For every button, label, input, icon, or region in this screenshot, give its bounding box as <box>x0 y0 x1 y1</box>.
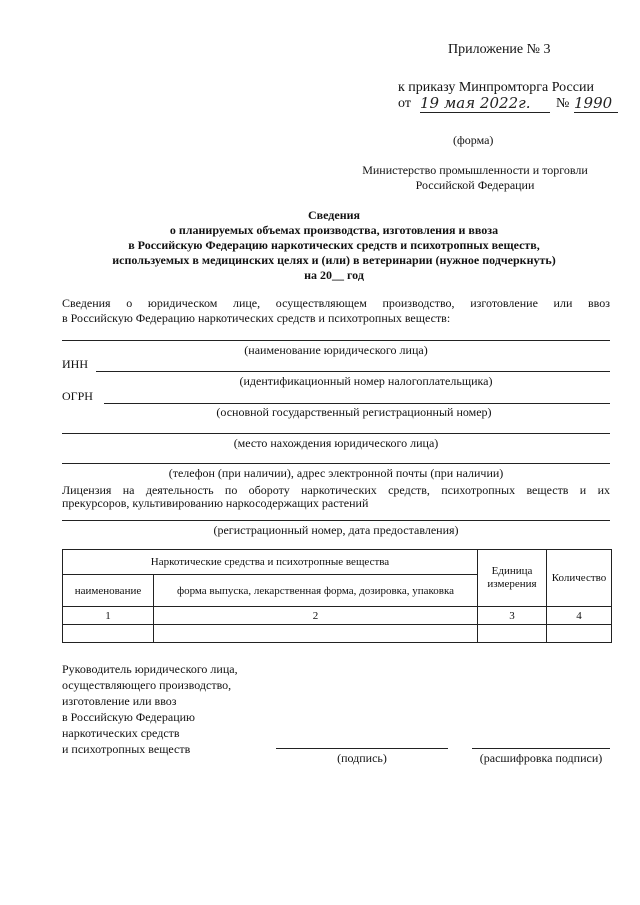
ogrn-label: ОГРН <box>62 389 93 403</box>
legal-name-caption: (наименование юридического лица) <box>244 343 428 357</box>
decode-caption: (расшифровка подписи) <box>479 751 603 765</box>
signer-block <box>62 661 238 757</box>
title-line-1: Сведения <box>307 208 361 222</box>
inn-line[interactable] <box>96 371 610 372</box>
license-caption: (регистрационный номер, дата предоставления) <box>213 523 459 537</box>
title-line-5: на 20__ год <box>304 268 364 282</box>
signer-line-3: изготовление или ввоз <box>62 694 177 708</box>
signer-line-2: осуществляющего производство, <box>62 678 232 692</box>
contacts-caption: (телефон (при наличии), адрес электронной почты (при наличии) <box>168 466 504 480</box>
address-caption: (место нахождения юридического лица) <box>233 436 439 450</box>
intro-line-1: Сведения о юридическом лице, осуществляющем производство, изготовление или ввоз <box>62 296 610 310</box>
intro-paragraph <box>62 296 610 326</box>
form-label: (форма) <box>453 133 494 147</box>
title-line-2: о планируемых объемах производства, изготовления и ввоза <box>169 223 499 237</box>
signature-line[interactable] <box>276 748 448 749</box>
ministry-line-1: Министерство промышленности и торговли <box>362 163 588 177</box>
license-line-2: прекурсоров, культивированию наркосодержащих растений <box>62 496 369 510</box>
appendix-number: Приложение № 3 <box>448 42 551 57</box>
signature-caption: (подпись) <box>337 751 387 765</box>
table-cell: 3 <box>478 607 547 625</box>
intro-line-2: в Российскую Федерацию наркотических средств и психотропных веществ: <box>62 311 451 325</box>
substances-table <box>62 549 612 643</box>
license-paragraph <box>62 484 610 510</box>
document-title <box>60 208 608 283</box>
ogrn-caption: (основной государственный регистрационный номер) <box>216 405 492 419</box>
table-cell[interactable] <box>478 625 547 643</box>
order-reference: к приказу Минпромторга России <box>398 80 594 95</box>
table-cell: 2 <box>154 607 478 625</box>
table-cell[interactable] <box>547 625 612 643</box>
license-line-1: Лицензия на деятельность по обороту наркотических средств, психотропных веществ и их <box>62 483 610 497</box>
title-line-3: в Российскую Федерацию наркотических средств и психотропных веществ, <box>128 238 540 252</box>
address-line[interactable] <box>62 433 610 434</box>
signer-line-4: в Российскую Федерацию <box>62 710 196 724</box>
title-line-4: используемых в медицинских целях и (или) в ветеринарии (нужное подчеркнуть) <box>112 253 556 267</box>
table-cell[interactable] <box>154 625 478 643</box>
handwritten-date: 19 мая 2022г. <box>420 94 550 113</box>
table-row <box>63 607 612 625</box>
table-header-quantity: Количество <box>547 550 612 607</box>
table-group-header: Наркотические средства и психотропные вещества <box>63 550 478 575</box>
ministry-block <box>330 163 620 193</box>
table-header-unit: Единица измерения <box>478 550 547 607</box>
license-line[interactable] <box>62 520 610 521</box>
number-prefix: № <box>556 96 570 111</box>
contacts-line[interactable] <box>62 463 610 464</box>
signer-line-6: и психотропных веществ <box>62 742 191 756</box>
order-date-line <box>398 96 618 116</box>
decode-line[interactable] <box>472 748 610 749</box>
table-row <box>63 625 612 643</box>
table-header-name: наименование <box>63 575 154 607</box>
date-prefix: от <box>398 96 411 111</box>
ministry-line-2: Российской Федерации <box>415 178 535 192</box>
inn-caption: (идентификационный номер налогоплательщика) <box>239 374 493 388</box>
ogrn-line[interactable] <box>104 403 610 404</box>
signer-line-5: наркотических средств <box>62 726 180 740</box>
table-cell[interactable] <box>63 625 154 643</box>
signer-line-1: Руководитель юридического лица, <box>62 662 238 676</box>
inn-label: ИНН <box>62 357 88 371</box>
table-cell: 4 <box>547 607 612 625</box>
table-header-form: форма выпуска, лекарственная форма, дозировка, упаковка <box>154 575 478 607</box>
table-cell: 1 <box>63 607 154 625</box>
handwritten-number: 1990 <box>574 94 618 113</box>
legal-name-line[interactable] <box>62 340 610 341</box>
